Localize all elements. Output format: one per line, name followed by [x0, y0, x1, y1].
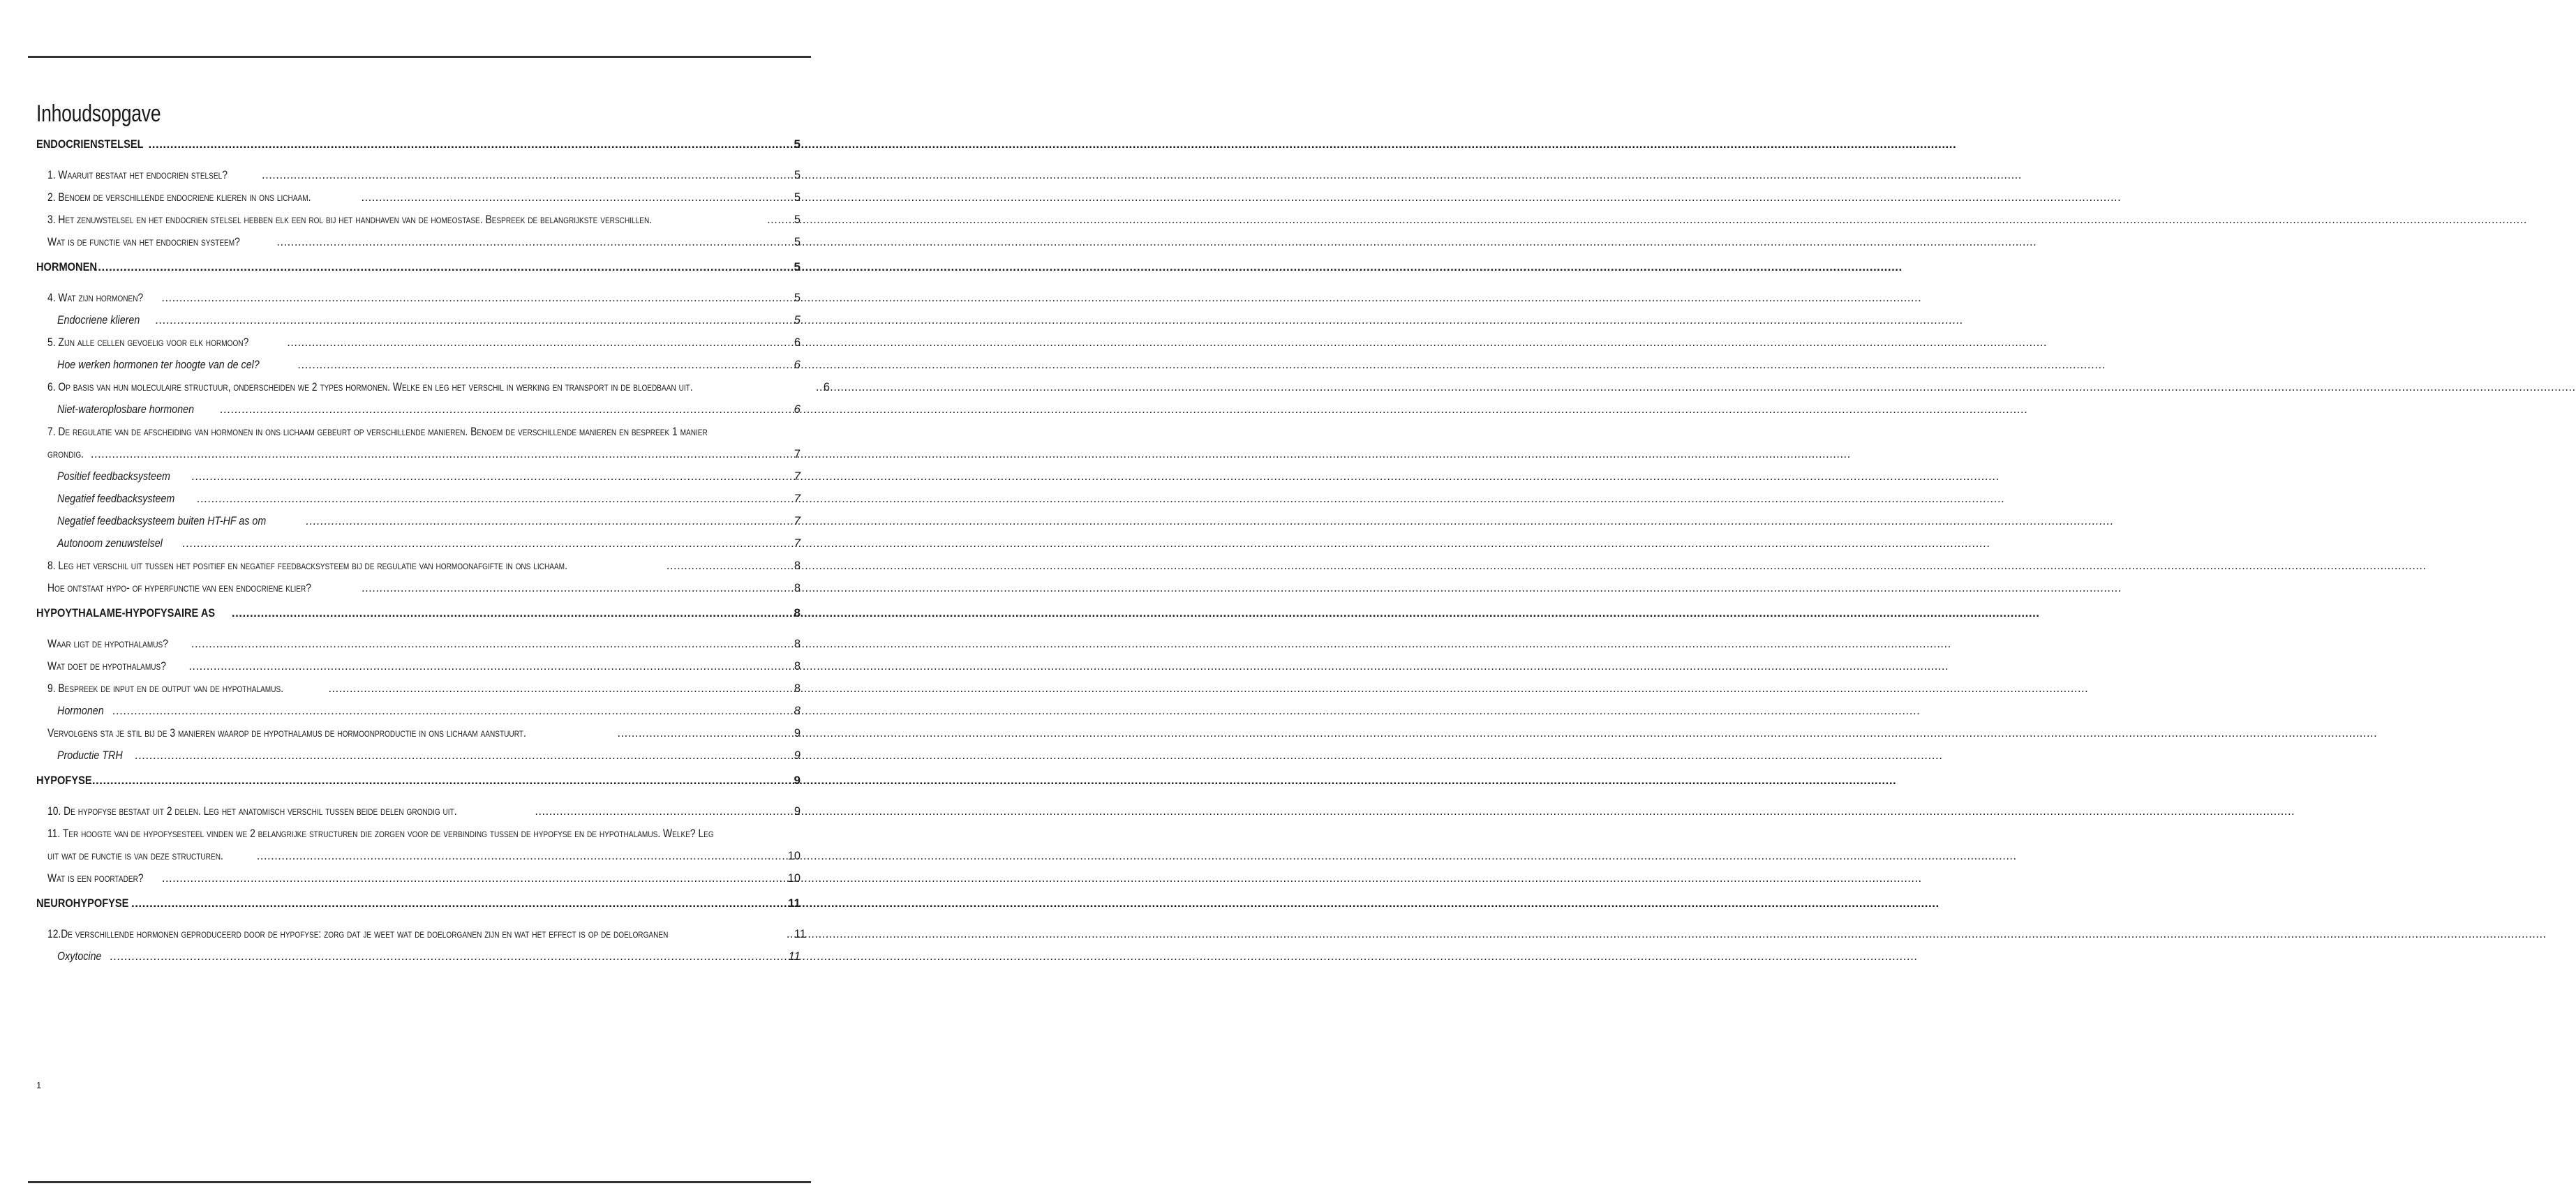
- toc-page-number: 8: [794, 560, 801, 572]
- toc-page-number: 5: [794, 213, 801, 226]
- toc-entry[interactable]: [36, 231, 801, 253]
- toc-entry-wrapped[interactable]: [36, 823, 801, 867]
- toc-page-number: 8: [794, 606, 801, 620]
- dot-leader: [287, 331, 794, 354]
- toc-page-number: 7: [794, 470, 801, 483]
- toc-entry-label: 7. De regulatie van de afscheiding van hormonen in ons lichaam gebeurt op verschillende manieren. Benoem de verschillende manieren en bespreek 1 manier: [47, 426, 708, 438]
- toc-entry-label: 5. Zijn alle cellen gevoelig voor elk hormoon?: [47, 336, 249, 349]
- toc-heading-label: HORMONEN: [36, 260, 97, 273]
- toc-page-number: 8: [794, 682, 801, 695]
- dot-leader: [91, 443, 794, 465]
- toc-entry-label: 11. Ter hoogte van de hypofysesteel vinden we 2 belangrijke structuren die zorgen voor de verbinding tussen de hypofyse en de hypothalamus. Welke? Leg: [47, 827, 714, 840]
- toc-entry-line-1: [47, 421, 801, 443]
- toc-subentry[interactable]: [36, 945, 801, 968]
- toc-heading-label: HYPOYTHALAME-HYPOFYSAIRE AS: [36, 606, 216, 620]
- toc-page-number: 5: [794, 137, 801, 151]
- toc-page-number: 11: [788, 949, 801, 963]
- dot-leader: [535, 800, 793, 823]
- toc-entry[interactable]: [36, 800, 801, 823]
- toc-heading-label: HYPOFYSE: [36, 774, 92, 787]
- dot-leader: [183, 532, 794, 555]
- toc-heading-hypofyse[interactable]: [36, 774, 801, 790]
- toc-entry[interactable]: [36, 331, 801, 354]
- toc-page-number: 9: [794, 774, 801, 787]
- toc-heading-hormonen[interactable]: [36, 260, 801, 277]
- toc-subentry-label: Productie TRH: [57, 749, 123, 762]
- toc-subentry-label: Hoe werken hormonen ter hoogte van de cel?: [57, 358, 260, 371]
- dot-leader: [197, 488, 793, 510]
- toc-subentry[interactable]: [36, 700, 801, 722]
- toc-subentry[interactable]: [36, 510, 801, 532]
- toc-entry-label: 10. De hypofyse bestaat uit 2 delen. Leg het anatomisch verschil tussen beide delen grondig uit.: [47, 805, 457, 818]
- page-number: 1: [36, 1080, 42, 1090]
- toc-page-number: 5: [794, 292, 801, 304]
- toc-entry-label: uit wat de functie is van deze structuren.: [47, 850, 223, 862]
- toc-page-number: 8: [794, 638, 801, 650]
- toc-subentry-label: Negatief feedbacksysteem buiten HT-HF as om: [57, 514, 267, 527]
- dot-leader: [306, 510, 793, 532]
- toc-entry-wrapped[interactable]: [36, 421, 801, 465]
- footer-rule: [28, 1181, 811, 1183]
- toc-heading-endocrienstelsel[interactable]: [36, 137, 801, 154]
- toc-page-number: 7: [794, 448, 801, 460]
- toc-page-number: 9: [794, 749, 801, 762]
- dot-leader: [94, 260, 793, 274]
- toc-subentry-label: Autonoom zenuwstelsel: [57, 536, 163, 550]
- toc-heading-label: ENDOCRIENSTELSEL: [36, 137, 144, 151]
- toc-page-number: 9: [794, 805, 801, 818]
- toc-entry[interactable]: [36, 186, 801, 209]
- toc-page-number: 5: [794, 260, 801, 273]
- table-of-contents: [36, 100, 831, 968]
- dot-leader: [667, 555, 794, 577]
- toc-page-number: 5: [794, 169, 801, 181]
- toc-heading-hypothalame-hypofysaire-as[interactable]: [36, 606, 801, 623]
- dot-leader: [131, 896, 787, 910]
- header-rule: [28, 56, 811, 58]
- dot-leader: [192, 465, 794, 488]
- toc-entry-label: 1. Waaruit bestaat het endocrien stelsel?: [47, 169, 228, 181]
- toc-page-number: 9: [794, 727, 801, 740]
- toc-page-number: 8: [794, 704, 801, 717]
- dot-leader: [232, 606, 794, 620]
- toc-entry-label: Hoe ontstaat hypo- of hyperfunctie van een endocriene klier?: [47, 582, 311, 594]
- toc-page-number: 8: [794, 582, 801, 594]
- toc-entry[interactable]: [36, 722, 801, 744]
- dot-leader: [191, 633, 794, 655]
- toc-entry[interactable]: [36, 633, 801, 655]
- dot-leader: [787, 923, 794, 945]
- toc-entry[interactable]: [36, 376, 831, 398]
- toc-title: Inhoudsopgave: [36, 100, 161, 127]
- toc-page-number: 7: [794, 492, 801, 505]
- dot-leader: [89, 774, 794, 788]
- dot-leader: [298, 354, 794, 376]
- dot-leader: [816, 376, 823, 398]
- dot-leader: [149, 137, 794, 151]
- toc-subentry-label: Endocriene klieren: [57, 313, 140, 326]
- toc-entry-label: Waar ligt de hypothalamus?: [47, 638, 168, 650]
- toc-entry[interactable]: [36, 555, 801, 577]
- toc-entry[interactable]: [36, 655, 801, 677]
- toc-subentry[interactable]: [36, 309, 801, 331]
- toc-entry[interactable]: [36, 677, 801, 700]
- dot-leader: [617, 722, 793, 744]
- toc-page-number: 6: [794, 336, 801, 349]
- dot-leader: [767, 209, 794, 231]
- toc-entry-label: 8. Leg het verschil uit tussen het positief en negatief feedbacksysteem bij de regulatie van hormoonafgifte in ons lichaam.: [47, 560, 567, 572]
- dot-leader: [135, 744, 793, 767]
- dot-leader: [361, 186, 793, 209]
- toc-entry-label: 3. Het zenuwstelsel en het endocrien stelsel hebben elk een rol bij het handhaven van de homeostase. Bespreek de belangrijkste verschillen.: [47, 213, 653, 226]
- toc-entry[interactable]: [36, 209, 801, 231]
- dot-leader: [262, 164, 794, 186]
- toc-entry-label: Vervolgens sta je stil bij de 3 manieren waarop de hypothalamus de hormoonproductie in ons lichaam aanstuurt.: [47, 727, 526, 740]
- toc-page-number: 11: [794, 928, 806, 940]
- toc-entry-label: 6. Op basis van hun moleculaire structuur, onderscheiden we 2 types hormonen. Welke en leg het verschil in werking en transport in de bloedbaan uit.: [47, 381, 693, 393]
- dot-leader: [220, 398, 793, 421]
- toc-page-number: 5: [794, 313, 801, 326]
- toc-entry-label: 2. Benoem de verschillende endocriene klieren in ons lichaam.: [47, 191, 311, 204]
- toc-entry-line-1: [47, 823, 801, 845]
- toc-subentry[interactable]: [36, 354, 801, 376]
- toc-page-number: 6: [794, 403, 801, 416]
- dot-leader: [362, 577, 794, 599]
- toc-page-number: 6: [794, 358, 801, 371]
- toc-entry-label: Wat is een poortader?: [47, 872, 144, 885]
- toc-entry-label: 9. Bespreek de input en de output van de hypothalamus.: [47, 682, 284, 695]
- dot-leader: [112, 700, 793, 722]
- toc-page-number: 7: [794, 514, 801, 527]
- toc-entry[interactable]: [36, 867, 801, 890]
- dot-leader: [276, 231, 793, 253]
- dot-leader: [156, 309, 794, 331]
- dot-leader: [162, 867, 787, 890]
- toc-entry-label: Wat doet de hypothalamus?: [47, 660, 166, 673]
- toc-page-number: 5: [794, 236, 801, 248]
- toc-heading-neurohypofyse[interactable]: [36, 896, 801, 913]
- toc-subentry[interactable]: [36, 488, 801, 510]
- toc-page-number: 10: [787, 872, 801, 885]
- dot-leader: [188, 655, 794, 677]
- toc-entry[interactable]: [36, 287, 801, 309]
- toc-page-number: 11: [788, 896, 801, 910]
- dot-leader: [110, 945, 788, 968]
- toc-subentry-label: Oxytocine: [57, 949, 102, 963]
- toc-entry[interactable]: [36, 577, 801, 599]
- toc-entry-label: 4. Wat zijn hormonen?: [47, 292, 144, 304]
- toc-heading-label: NEUROHYPOFYSE: [36, 896, 129, 910]
- toc-entry[interactable]: [36, 164, 801, 186]
- dot-leader: [161, 287, 793, 309]
- toc-entry-label: grondig.: [47, 448, 84, 460]
- toc-page-number: 6: [823, 381, 831, 393]
- toc-subentry[interactable]: [36, 465, 801, 488]
- toc-subentry-label: Negatief feedbacksysteem: [57, 492, 175, 505]
- toc-page-number: 5: [794, 191, 801, 204]
- toc-subentry[interactable]: [36, 532, 801, 555]
- toc-page-number: 8: [794, 660, 801, 673]
- dot-leader: [257, 845, 787, 867]
- dot-leader: [328, 677, 793, 700]
- toc-entry-line-2: [47, 845, 801, 867]
- toc-subentry-label: Niet-wateroplosbare hormonen: [57, 403, 195, 416]
- toc-subentry[interactable]: [36, 398, 801, 421]
- toc-subentry[interactable]: [36, 744, 801, 767]
- toc-page-number: 10: [787, 850, 801, 862]
- toc-entry-label: 12.De verschillende hormonen geproduceerd door de hypofyse: zorg dat je weet wat de doelorganen zijn en wat het effect is op de doelorganen: [47, 928, 669, 940]
- toc-page-number: 7: [794, 536, 801, 550]
- toc-entry-line-2: [47, 443, 801, 465]
- toc-subentry-label: Positief feedbacksysteem: [57, 470, 170, 483]
- toc-subentry-label: Hormonen: [57, 704, 104, 717]
- toc-entry[interactable]: [36, 923, 806, 945]
- toc-entry-label: Wat is de functie van het endocrien systeem?: [47, 236, 240, 248]
